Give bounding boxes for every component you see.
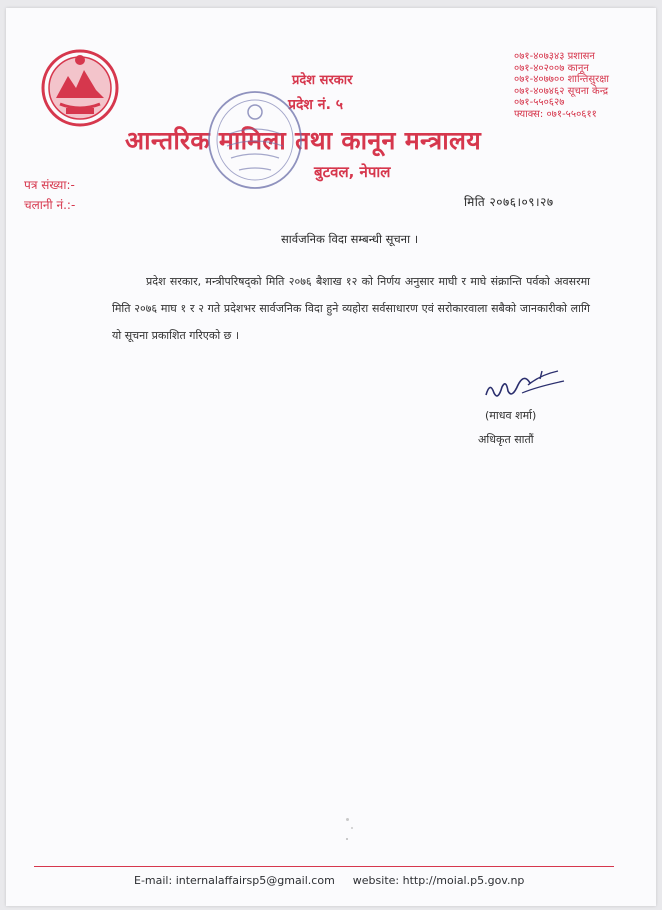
footer-website: website: http://moial.p5.gov.np bbox=[352, 874, 525, 887]
office-stamp-icon bbox=[205, 88, 305, 192]
letter-body: प्रदेश सरकार, मन्त्रीपरिषद्को मिति २०७६ बैशाख १२ को निर्णय अनुसार माघी र माघे संक्रान्ति पर्वको अवसरमा मिति २०७६ माघ १ र २ गते प्रदेशभर सार्वजनिक विदा हुने व्यहोरा सर्वसाधारण एवं सरोकारवाला सबैको जानकारीको लागि यो सूचना प्रकाशित गरिएको छ । bbox=[112, 275, 590, 342]
footer bbox=[134, 874, 524, 887]
speck-mark bbox=[346, 818, 349, 821]
signer-designation: अधिकृत सातौं bbox=[478, 433, 534, 446]
letter-date: मिति २०७६।०९।२७ bbox=[464, 195, 554, 209]
speck-mark bbox=[346, 838, 348, 840]
phone-info-center: ०७१-४०७४६२ सूचना केन्द्र bbox=[514, 85, 609, 97]
speck-mark bbox=[351, 827, 353, 829]
government-title: प्रदेश सरकार bbox=[292, 73, 353, 88]
phone-law: ०७१-४०२००७ कानून bbox=[514, 62, 589, 74]
letter-subject: सार्वजनिक विदा सम्बन्धी सूचना । bbox=[281, 232, 419, 246]
signer-name: (माधव शर्मा) bbox=[485, 409, 537, 422]
fax-number: फ्याक्स: ०७१-५५०६११ bbox=[514, 108, 597, 120]
contact-numbers bbox=[514, 51, 609, 120]
dispatch-number-label: चलानी नं.:- bbox=[24, 198, 76, 212]
phone-admin: ०७१-४०७३४३ प्रशासन bbox=[514, 51, 595, 62]
letter-number-label: पत्र संख्या:- bbox=[24, 178, 75, 192]
ministry-title: आन्तरिक मामिला तथा कानून मन्त्रालय bbox=[125, 126, 482, 155]
province-title: प्रदेश नं. ५ bbox=[288, 97, 344, 113]
phone-security: ०७१-४०७७०० शान्तिसुरक्षा bbox=[514, 74, 609, 85]
footer-divider bbox=[34, 866, 614, 867]
signature-icon bbox=[478, 365, 568, 407]
footer-email: E-mail: internalaffairsp5@gmail.com bbox=[134, 874, 335, 887]
reference-block bbox=[24, 175, 75, 215]
phone-general: ०७१-५५०६२७ bbox=[514, 97, 565, 108]
nepal-emblem-icon bbox=[38, 46, 122, 128]
office-location: बुटवल, नेपाल bbox=[314, 163, 391, 181]
